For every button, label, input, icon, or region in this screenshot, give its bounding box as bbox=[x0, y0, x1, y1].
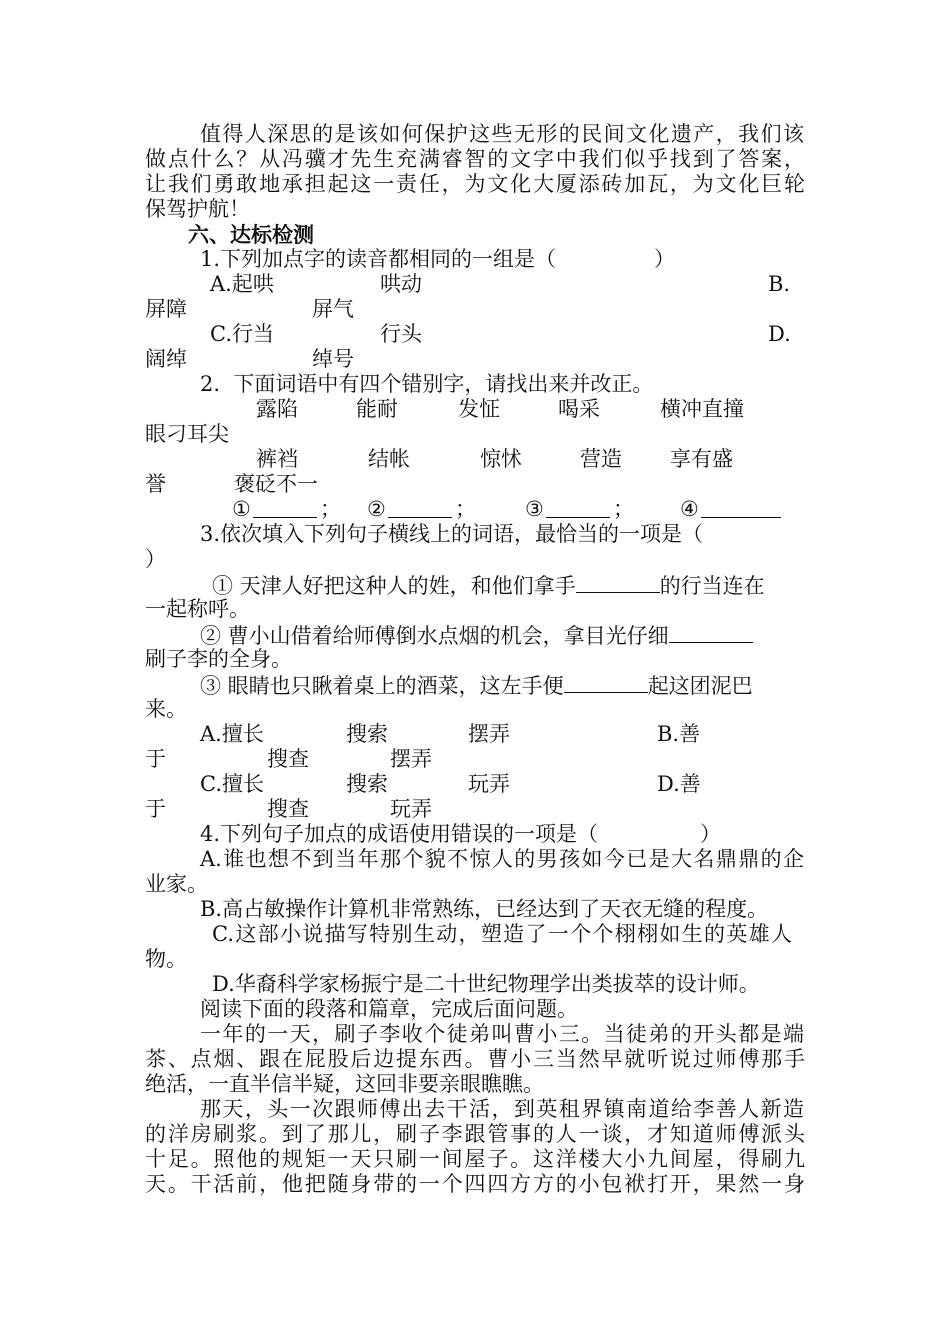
q2-word: 誉 bbox=[145, 472, 166, 496]
q2-word: 眼刁耳尖 bbox=[145, 422, 229, 446]
q3-sentence-1-text: 的行当连在 bbox=[659, 574, 765, 598]
paragraph-line: 做点什么？从冯骥才先生充满睿智的文字中我们似乎找到了答案， bbox=[145, 147, 805, 171]
q3-option-b-word: 搜查 bbox=[267, 747, 309, 771]
q3-option-c-word: 搜索 bbox=[346, 772, 388, 796]
q3-sentence-3-cont: 来。 bbox=[145, 697, 187, 721]
q2-word: 结帐 bbox=[368, 447, 410, 471]
q2-word: 裤裆 bbox=[256, 447, 298, 471]
q1-option-d-word: 绰号 bbox=[312, 347, 354, 371]
q3-sentence-3 bbox=[200, 672, 753, 699]
question-4-stem: 4.下列句子加点的成语使用错误的一项是（ bbox=[200, 822, 599, 846]
q2-word: 喝采 bbox=[558, 397, 600, 421]
q3-option-b-wrap: 于 bbox=[145, 747, 166, 771]
answer-blank-2[interactable] bbox=[388, 497, 452, 518]
paragraph-line: 让我们勇敢地承担起这一责任，为文化大厦添砖加瓦，为文化巨轮 bbox=[145, 172, 805, 196]
blank-separator: ； bbox=[455, 497, 476, 521]
reading-paragraph-line: 绝活，一直半信半疑，这回非要亲眼瞧瞧。 bbox=[145, 1072, 544, 1096]
reading-paragraph-line: 十足。照他的规矩一天只刷一间屋子。这洋楼大小九间屋，得刷九 bbox=[145, 1147, 805, 1171]
paragraph-line: 保驾护航！ bbox=[145, 197, 250, 221]
q3-option-a-word: 摆弄 bbox=[468, 722, 510, 746]
q3-option-d-label: D.善 bbox=[657, 772, 701, 796]
q1-option-c-word: 行头 bbox=[380, 322, 422, 346]
q1-option-b-word: 屏气 bbox=[312, 297, 354, 321]
answer-blank-1[interactable] bbox=[253, 497, 317, 518]
q2-word: 营造 bbox=[580, 447, 622, 471]
question-2-stem: 2. 下面词语中有四个错别字，请找出来并改正。 bbox=[200, 372, 654, 396]
q3-option-a: A.擅长 bbox=[200, 722, 264, 746]
question-4-paren-close: ） bbox=[700, 822, 721, 846]
answer-blank-4[interactable] bbox=[701, 497, 781, 518]
q3-sentence-2-cont: 刷子李的全身。 bbox=[145, 647, 292, 671]
q3-sentence-1-cont: 一起称呼。 bbox=[145, 597, 250, 621]
q3-blank-2[interactable] bbox=[669, 622, 753, 643]
q3-sentence-2 bbox=[200, 622, 753, 649]
q2-word: 惊怵 bbox=[480, 447, 522, 471]
reading-paragraph-line: 那天，头一次跟师傅出去干活，到英租界镇南道给李善人新造 bbox=[200, 1097, 804, 1121]
q4-option-d: D.华裔科学家杨振宁是二十世纪物理学出类拔萃的设计师。 bbox=[212, 972, 760, 996]
q1-option-a-word: 哄动 bbox=[380, 272, 422, 296]
q3-option-c: C.擅长 bbox=[200, 772, 264, 796]
q3-option-d-wrap: 于 bbox=[145, 797, 166, 821]
reading-paragraph-line: 的洋房刷浆。到了那儿，刷子李跟管事的人一谈，才知道师傅派头 bbox=[145, 1122, 805, 1146]
q3-option-d-word: 搜查 bbox=[267, 797, 309, 821]
blank-separator: ； bbox=[613, 497, 634, 521]
q3-blank-3[interactable] bbox=[564, 672, 648, 693]
q1-option-b-label: B. bbox=[768, 272, 791, 296]
q3-sentence-3-text: ③ 眼睛也只瞅着桌上的酒菜，这左手便 bbox=[200, 674, 564, 698]
reading-paragraph-line: 一年的一天，刷子李收个徒弟叫曹小三。当徒弟的开头都是端 bbox=[200, 1022, 804, 1046]
q3-sentence-1 bbox=[212, 572, 765, 599]
reading-intro: 阅读下面的段落和篇章，完成后面问题。 bbox=[200, 997, 578, 1021]
q2-word: 能耐 bbox=[356, 397, 398, 421]
q4-option-b: B.高占敏操作计算机非常熟练，已经达到了天衣无缝的程度。 bbox=[200, 897, 769, 921]
answer-blank-3[interactable] bbox=[546, 497, 610, 518]
q3-option-b-label: B.善 bbox=[657, 722, 701, 746]
q3-blank-1[interactable] bbox=[576, 572, 660, 593]
question-1-paren-close: ） bbox=[654, 247, 675, 271]
q2-word: 露陷 bbox=[256, 397, 298, 421]
q3-option-a-word: 搜索 bbox=[346, 722, 388, 746]
question-3-stem: 3.依次填入下列句子横线上的词语，最恰当的一项是（ bbox=[200, 522, 704, 546]
q4-option-a: A.谁也想不到当年那个貌不惊人的男孩如今已是大名鼎鼎的企 bbox=[200, 847, 804, 871]
q2-word: 褒砭不一 bbox=[234, 472, 318, 496]
q3-sentence-2-text: ② 曹小山借着给师傅倒水点烟的机会，拿目光仔细 bbox=[200, 624, 669, 648]
answer-blank-marker: ② bbox=[367, 497, 386, 521]
q2-word: 享有盛 bbox=[670, 447, 733, 471]
paragraph-line: 值得人深思的是该如何保护这些无形的民间文化遗产，我们该 bbox=[200, 122, 804, 146]
reading-paragraph-line: 天。干活前，他把随身带的一个四四方方的小包袱打开，果然一身 bbox=[145, 1172, 805, 1196]
question-3-paren-close: ） bbox=[145, 547, 166, 571]
answer-blank-marker: ④ bbox=[680, 497, 699, 521]
q1-option-a: A.起哄 bbox=[210, 272, 274, 296]
answer-blank-marker: ③ bbox=[525, 497, 544, 521]
q4-option-a-cont: 业家。 bbox=[145, 872, 208, 896]
q1-option-d-word: 阔绰 bbox=[145, 347, 187, 371]
blank-separator: ； bbox=[320, 497, 341, 521]
q2-word: 发怔 bbox=[458, 397, 500, 421]
q3-sentence-3-text: 起这团泥巴 bbox=[647, 674, 753, 698]
q4-option-c: C.这部小说描写特别生动，塑造了一个个栩栩如生的英雄人 bbox=[212, 922, 792, 946]
q1-option-c: C.行当 bbox=[210, 322, 274, 346]
question-1-stem: 1.下列加点字的读音都相同的一组是（ bbox=[200, 247, 557, 271]
section-heading: 六、达标检测 bbox=[188, 222, 314, 247]
q3-option-c-word: 玩弄 bbox=[468, 772, 510, 796]
reading-paragraph-line: 茶、点烟、跟在屁股后边提东西。曹小三当然早就听说过师傅那手 bbox=[145, 1047, 805, 1071]
q2-word: 横冲直撞 bbox=[660, 397, 744, 421]
q1-option-b-word: 屏障 bbox=[145, 297, 187, 321]
q3-option-b-word: 摆弄 bbox=[390, 747, 432, 771]
q3-sentence-1-text: ① 天津人好把这种人的姓，和他们拿手 bbox=[212, 574, 576, 598]
q4-option-c-cont: 物。 bbox=[145, 947, 187, 971]
answer-blank-marker: ① bbox=[232, 497, 251, 521]
q1-option-d-label: D. bbox=[768, 322, 791, 346]
q3-option-d-word: 玩弄 bbox=[390, 797, 432, 821]
